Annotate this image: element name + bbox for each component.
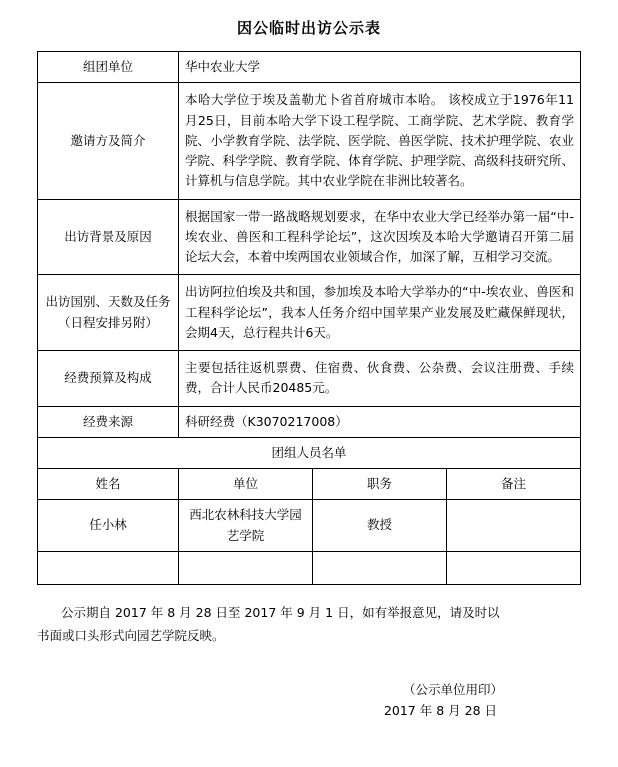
member-name: [38, 551, 179, 584]
row-label-budget: 经费预算及构成: [38, 351, 179, 407]
visit-disclosure-table: [37, 51, 581, 585]
row-label-background: 出访背景及原因: [38, 199, 179, 275]
signature-block: [37, 647, 581, 722]
table-header-row: [38, 469, 581, 500]
member-duty: [313, 551, 447, 584]
row-value-destination: 出访阿拉伯埃及共和国，参加埃及本哈大学举办的“中-埃农业、兽医和工程科学论坛”，我本人任务介绍中国苹果产业发展及贮藏保鲜现状，会期4天，总行程共计6天。: [179, 275, 581, 351]
row-label-destination: [38, 275, 179, 351]
column-header-remark: 备注: [447, 469, 581, 500]
row-value-organizer: 华中农业大学: [179, 52, 581, 83]
row-value-background: 根据国家一带一路战略规划要求，在华中农业大学已经举办第一届“中-埃农业、兽医和工程科学论坛”，这次因埃及本哈大学邀请召开第二届论坛大会，本着中埃两国农业领域合作，加深了解，互相学习交流。: [179, 199, 581, 275]
table-row: [38, 406, 581, 437]
row-label-funding-source: 经费来源: [38, 406, 179, 437]
roster-section-title: 团组人员名单: [38, 437, 581, 468]
signature-date: 2017 年 8 月 28 日: [383, 703, 497, 719]
table-row: [38, 83, 581, 199]
table-row: [38, 351, 581, 407]
member-remark: [447, 551, 581, 584]
column-header-name: 姓名: [38, 469, 179, 500]
row-label-organizer: 组团单位: [38, 52, 179, 83]
table-row: [38, 199, 581, 275]
member-remark: [447, 500, 581, 552]
member-duty: 教授: [313, 500, 447, 552]
member-name: 任小林: [38, 500, 179, 552]
public-notice: [37, 585, 581, 647]
notice-line-2: 书面或口头形式向园艺学院反映。: [37, 627, 225, 643]
column-header-duty: 职务: [313, 469, 447, 500]
row-label-destination-line1: 出访国别、天数及任务: [45, 294, 171, 310]
table-row: [38, 500, 581, 552]
table-row: [38, 551, 581, 584]
seal-label: （公示单位用印）: [402, 682, 503, 697]
row-label-destination-line2: （日程安排另附）: [57, 314, 158, 330]
page-title: 因公临时出访公示表: [236, 19, 381, 37]
member-unit: [179, 551, 313, 584]
row-value-funding-source: 科研经费（K3070217008）: [179, 406, 581, 437]
table-row: [38, 275, 581, 351]
row-label-inviter: 邀请方及简介: [38, 83, 179, 199]
row-value-budget: 主要包括往返机票费、住宿费、伙食费、公杂费、会议注册费、手续费，合计人民币20485元。: [179, 351, 581, 407]
notice-line-1: 公示期自 2017 年 8 月 28 日至 2017 年 9 月 1 日，如有举报意见，请及时以: [61, 604, 500, 620]
column-header-unit: 单位: [179, 469, 313, 500]
row-value-inviter: 本哈大学位于埃及盖勒尤卜省首府城市本哈。 该校成立于1976年11月25日，目前本哈大学下设工程学院、工商学院、艺术学院、教育学院、小学教育学院、法学院、医学院、兽医学院、技术护理学院、农业学院、科学学院、教育学院、体育学院、护理学院、高级科技研究所、计算机与信息学院。其中农业学院在非洲比较著名。: [179, 83, 581, 199]
table-row: [38, 437, 581, 468]
member-unit: 西北农林科技大学园艺学院: [179, 500, 313, 552]
table-row: [38, 52, 581, 83]
